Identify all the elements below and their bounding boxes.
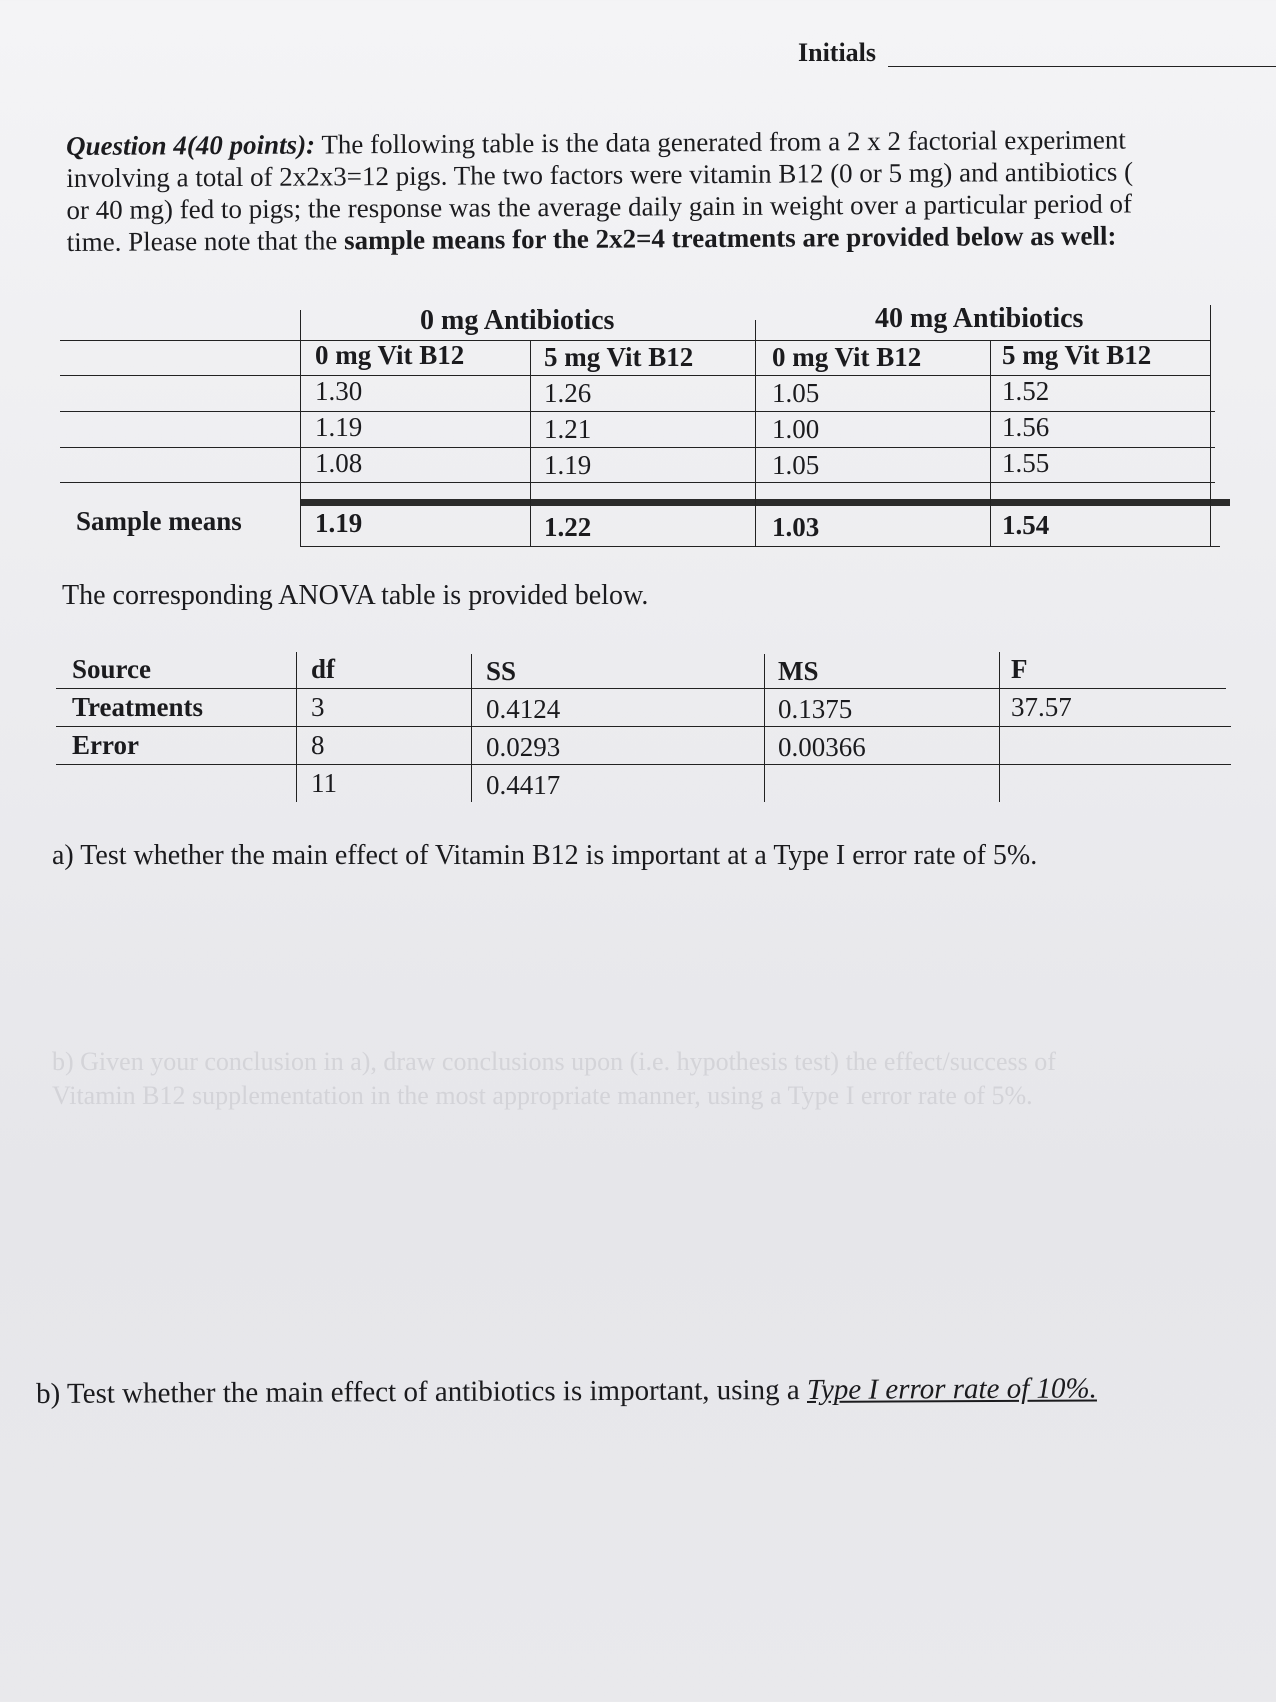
initials-label: Initials [798, 38, 877, 67]
question-line-2: involving a total of 2x2x3=12 pigs. The two factors were vitamin B12 (0 or 5 mg) and antibiotics ( [66, 156, 1134, 193]
initials-signature-line [888, 66, 1276, 67]
sample-mean: 1.22 [544, 512, 592, 542]
anova-header: Source [72, 654, 151, 684]
table-cell: 1.55 [1002, 448, 1050, 478]
bleed-through-line-1: b) Given your conclusion in a), draw conclusions upon (i.e. hypothesis test) the effect/success of [52, 1047, 1056, 1076]
table-cell: 1.08 [315, 448, 363, 478]
question-line-3: or 40 mg) fed to pigs; the response was the average daily gain in weight over a particular period of [66, 188, 1132, 225]
table-cell: 1.19 [544, 450, 592, 480]
question-heading: Question 4(40 points): [66, 129, 316, 161]
anova-cell: 8 [311, 730, 325, 760]
table-cell: 1.19 [315, 412, 363, 442]
column-header: 0 mg Vit B12 [315, 340, 465, 370]
anova-header: df [311, 654, 336, 684]
question-line-4: time. Please note that the [66, 225, 345, 257]
sample-mean: 1.03 [772, 512, 820, 542]
anova-cell: 0.4124 [486, 694, 561, 724]
part-b-text: b) Test whether the main effect of antibiotics is important, using a [36, 1373, 808, 1410]
table-cell: 1.05 [772, 450, 820, 480]
anova-header: MS [778, 656, 819, 686]
column-header: 5 mg Vit B12 [544, 342, 694, 372]
column-header: 0 mg Vit B12 [772, 342, 922, 372]
anova-cell: 0.4417 [486, 770, 561, 800]
column-header: 5 mg Vit B12 [1002, 340, 1152, 370]
bleed-through-line-2: Vitamin B12 supplementation in the most appropriate manner, using a Type I error rate of 5%. [52, 1081, 1033, 1110]
table-cell: 1.00 [772, 414, 820, 444]
question-line-4-bold: sample means for the 2x2=4 treatments are provided below as well: [344, 220, 1117, 256]
table-cell: 1.26 [544, 378, 592, 408]
table-cell: 1.56 [1002, 412, 1050, 442]
anova-cell: 3 [311, 692, 325, 722]
table-cell: 1.21 [544, 414, 592, 444]
anova-header: SS [486, 656, 517, 686]
part-b-underlined-text: Type I error rate of 10%. [806, 1372, 1097, 1406]
sample-mean: 1.54 [1002, 510, 1050, 540]
anova-header: F [1011, 654, 1028, 684]
data-table [60, 303, 1230, 550]
anova-intro-text: The corresponding ANOVA table is provided below. [62, 580, 649, 611]
anova-cell: 0.1375 [778, 694, 853, 724]
anova-cell: 37.57 [1011, 692, 1072, 722]
sample-mean: 1.19 [315, 508, 363, 538]
anova-cell: 11 [311, 768, 337, 798]
part-b-question [36, 1372, 1097, 1411]
table-cell: 1.52 [1002, 376, 1050, 406]
sample-means-label: Sample means [76, 506, 242, 536]
question-line-1: The following table is the data generated from a 2 x 2 factorial experiment [321, 124, 1126, 160]
group-header-40mg-antibiotics: 40 mg Antibiotics [875, 303, 1084, 334]
group-header-0mg-antibiotics: 0 mg Antibiotics [420, 305, 615, 336]
table-cell: 1.05 [772, 378, 820, 408]
anova-cell: Treatments [72, 692, 203, 722]
anova-table [56, 650, 1236, 810]
anova-cell: Error [72, 730, 139, 760]
table-cell: 1.30 [315, 376, 363, 406]
part-a-question: a) Test whether the main effect of Vitamin B12 is important at a Type I error rate of 5%. [52, 840, 1038, 871]
bleed-through-text [52, 1045, 1272, 1113]
anova-cell: 0.0293 [486, 732, 561, 762]
anova-cell: 0.00366 [778, 732, 866, 762]
question-text [66, 123, 1276, 258]
